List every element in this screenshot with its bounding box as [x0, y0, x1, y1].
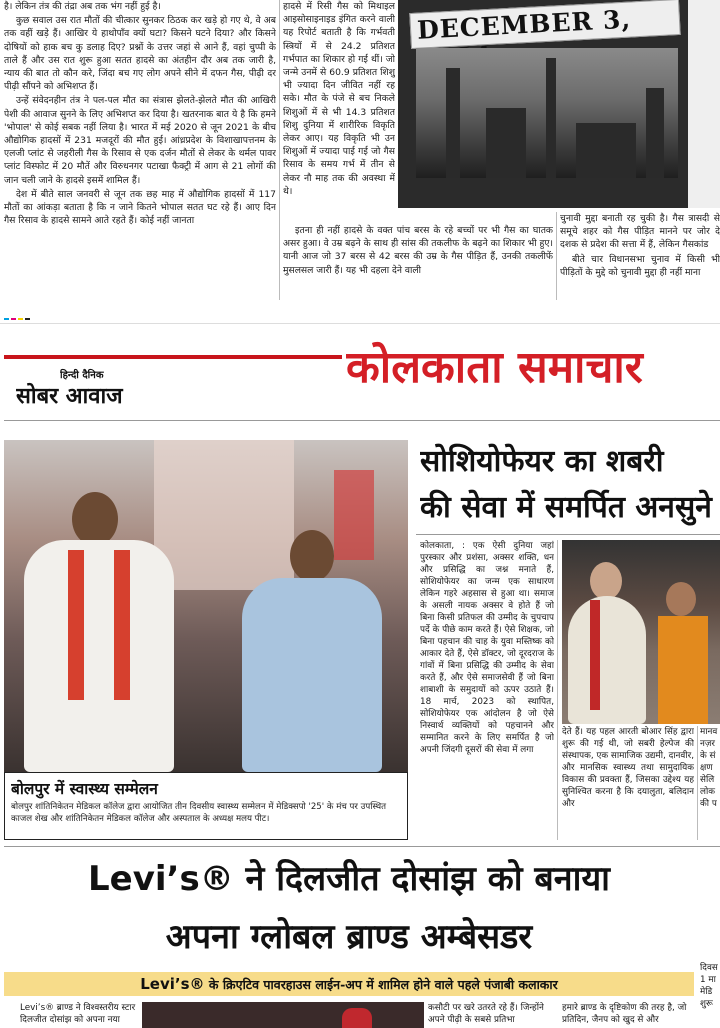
masthead-logo: सोबर आवाज: [16, 384, 123, 409]
levis-photo: [142, 1002, 424, 1028]
masthead-rule: [4, 355, 342, 359]
story2-col3: मानव नज़र के सं क्षण सेलि लोक की प: [700, 727, 718, 809]
levis-side-col: दिवस 1 मा मेडि शुरू: [700, 963, 718, 1009]
levis-col1: Levi’s® ब्राण्ड ने विश्वस्तरीय स्टार दिलजीत दोसांझ को अपना नया: [20, 1003, 136, 1025]
story2-headline-line2: की सेवा में समर्पित अनसुने: [420, 490, 712, 525]
top-article-col1: [4, 0, 276, 300]
strap-brand: Levi’s®: [140, 975, 205, 993]
reg-mark-cyan: [4, 318, 9, 320]
reg-mark-magenta: [11, 318, 16, 320]
reg-mark-yellow: [18, 318, 23, 320]
plant-image: [416, 48, 678, 178]
col4-para: चुनावी मुद्दा बनाती रह चुकी है। गैस त्रासदी से समूचे शहर को गैस पीड़ित मानने पर जोर दे दशक से प्रदेश की सत्ता में हैं, लेकिन गैसकांड: [560, 213, 720, 251]
levis-headline-line1: Levi’s® ने दिलजीत दोसांझ को बनाया: [88, 859, 610, 899]
col1-para: उन्हें संवेदनहीन तंत्र ने पल-पल मौत का संत्रास झेलते-झेलते मौत की आखिरी पेशी की आवाज सुनने के लिए अभिशप्त कर दिया है। खतरनाक बात ये है कि हमने 'भोपाल' से कोई सबक नहीं लिया है। भारत में मई 2020 से जून 2021 के बीच औद्योगिक हादसों में 231 मजदूरों की मौत हुई। आंध्रप्रदेश के विशाखापत्तनम के एलजी प्लांट से जहरीली गैस के रिसाव से एक दर्जन मौतों से लेकर के थर्मल पावर प्लांट विस्फोट में 20 मौतें और विरुधनगर पटाखा फैक्ट्री में आग से 21 लोगों की जान चली जाने के हादसे इसमें शामिल हैं।: [4, 95, 276, 186]
caption-text: बोलपुर शांतिनिकेतन मेडिकल कॉलेज द्वारा आयोजित तीन दिवसीय स्वास्थ्य सम्मेलन में मेडिक्सपो '25' के मंच पर उपस्थित काजल शेख और शांतिनिकेतन मेडिकल कॉलेज और अस्पताल के अध्यक्ष मलय पीट।: [11, 802, 387, 824]
top-article-col4: [560, 212, 720, 300]
story2-col1: कोलकाता, : एक ऐसी दुनिया जहां पुरस्कार और प्रशंसा, अक्सर शक्ति, धन और प्रसिद्धि का जश्न मनाते हैं, सोशियोफेयर का जन्म एक साधारण लेकिन गहरे अहसास से हुआ था। समाज के असली नायक अक्सर वे होते हैं जो बिना किसी प्रतिफल की उम्मीद के चुपचाप पर्दे के पीछे काम करते हैं। ऐसे शिक्षक, जो बिना पहचान की चाह के युवा मस्तिष्क को आकार देते हैं, ऐसे डॉक्टर, जो दूरदराज के गांवों में बिना प्रसिद्धि की उम्मीद के सेवा करते हैं, और ऐसे समाजसेवी हैं जो बिना शाबाशी के समुदायों को ऊपर उठाते हैं। 18 मार्च, 2023 को स्थापित, सोशियोफेयर एक आंदोलन है जो ऐसे निस्वार्थ व्यक्तियों को पहचानने और सम्मानित करने के लिए समर्पित है जो अपनी जिंदगी दूसरों की सेवा में लगा: [420, 541, 554, 755]
color-registration-marks: [4, 310, 64, 320]
col1-para: देश में बीते साल जनवरी से जून तक छह माह में औद्योगिक हादसों में 117 मौतों का आंकड़ा बताता है कि न जाने कितने भोपाल सतत घट रहे हैं। आए दिन गैस रिसाव के हादसे सामने आते रहते हैं। कोई नहीं जानता: [4, 188, 276, 227]
caption-title: बोलपुर में स्वास्थ्य सम्मेलन: [11, 780, 158, 798]
col1-para: कुछ सवाल उस रात मौतों की चीत्कार सुनकर ठिठक कर खड़े हो गए थे, वे अब तक वहीं खड़े हैं। आखिर ये हाथोपाँव क्यों घटा? किसने घटने दिया? और किसने दोषियों को हाक बच कु डलाह दिए? प्रश्नों के उत्तर जहां से आने हैं, वहां चुप्पी के ताले हैं और उस रात शुरू हुआ सतत हादसे का अंतहीन दौर अब तक जारी है, न्याय की बात तो कौन करे, जिंदा बच गए लोग अपने सीने में दफन गैस, पीढ़ी दर पीढ़ी सौंपने को अभिशप्त हैं।: [4, 15, 276, 93]
levis-col2: कसौटी पर खरे उतरते रहे हैं। जिन्होंने अपने पीढ़ी के सबसे प्रतिभा: [428, 1003, 544, 1025]
award-photo: [562, 540, 720, 724]
masthead-title: कोलकाता समाचार: [346, 342, 643, 393]
reg-mark-black: [25, 318, 30, 320]
photo-caption: [4, 772, 408, 840]
levis-strap: [4, 972, 694, 996]
levis-headline-line2: अपना ग्लोबल ब्राण्ड अम्बेसडर: [165, 917, 533, 957]
december-banner: [409, 0, 681, 49]
col4-para: बीते चार विधानसभा चुनाव में किसी भी पीड़ितों के मुद्दे को चुनावी मुद्दा ही नहीं माना: [560, 253, 720, 278]
story2-col2: देते हैं। यह पहल आरती बोआर सिंह द्वारा शुरू की गई थी, जो सबरी हेल्पेज की संस्थापक, एक सामाजिक उद्यमी, दानवीर, और मानसिक स्वास्थ्य तथा सामुदायिक विकास की प्रवक्ता हैं, जिसका उद्देश्य यह सुनिश्चित करना है कि दयालुता, बलिदान और: [562, 727, 694, 809]
bhopal-photo: [398, 0, 688, 208]
col2-para: इतना ही नहीं हादसे के वक्त पांच बरस के रहे बच्चों पर भी गैस का घातक असर हुआ। वे उम्र बढ़ने के साथ ही सांस की तकलीफ के बढ़ने का शिकार भी हुए। यानी आज जो 37 बरस से 42 बरस की उम्र के गैस पीड़ित हैं, उनकी तकलीफें मुसलसल जारी हैं। यह भी दहला देने वाली: [283, 225, 553, 276]
col2-para: हादसे में रिसी गैस को मिथाइल आइसोसाइनाइड इंगित करने वाली यह रिपोर्ट बताती है कि गर्भवती स्त्रियों में से 24.2 प्रतिशत गर्भपात का शिकार हो गई थीं। जो जन्मे उनमें से 60.9 प्रतिशत शिशु भी ज्यादा दिन जीवित नहीं रह सके। मौत के पंजे से बच निकले शिशुओं में से भी 14.3 प्रतिशत शिशु दुनिया में शारीरिक विकृति लेकर आए। यह विकृति भी उन शिशुओं में ज्यादा पाई गई जो गैस रिसाव के समय गर्भ में तीन से लेकर नौ माह तक की अवस्था में थे।: [283, 1, 395, 197]
conference-photo: [4, 440, 408, 772]
top-article-col2-bottom: [283, 224, 553, 300]
col1-para: है। लेकिन तंत्र की तंद्रा अब तक भंग नहीं हुई है।: [4, 1, 161, 12]
levis-col3: हमारे ब्राण्ड के दृष्टिकोण की तरह है, जो प्रतिदिन, जैनप को खुद से और: [562, 1003, 687, 1025]
top-article-col2: [283, 0, 395, 228]
banner-text: DECEMBER 3,: [416, 4, 632, 45]
masthead-tagline: हिन्दी दैनिक: [60, 370, 104, 381]
story2-headline-line1: सोशियोफेयर का शबरी: [420, 444, 664, 479]
strap-text: के क्रिएटिव पावरहाउस लाईन-अप में शामिल होने वाले पहले पंजाबी कलाकार: [204, 977, 558, 992]
